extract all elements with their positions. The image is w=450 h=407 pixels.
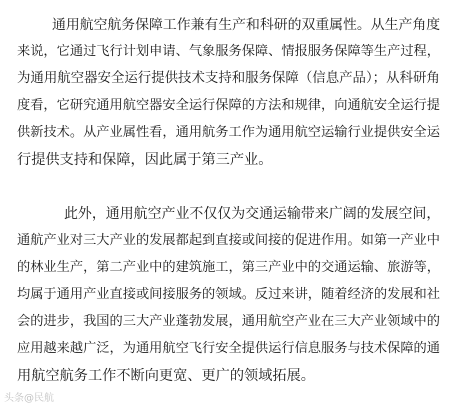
text-line: 此外，通用航空产业不仅仅为交通运输带来广阔的发展空间， bbox=[64, 206, 441, 222]
text-line: 用航空航务工作不断向更宽、更广的领域拓展。 bbox=[17, 368, 315, 384]
text-line: 应用越来越广泛，为通用航空飞行安全提供运行信息服务与技术保障的通 bbox=[17, 341, 440, 356]
watermark: 头条@民航 bbox=[4, 393, 54, 404]
text-line: 行提供支持和保障，因此属于第三产业。 bbox=[17, 152, 273, 168]
text-line: 供新技术。从产业属性看，通用航务工作为通用航空运输行业提供安全运 bbox=[17, 125, 440, 140]
text-line: 通用航空航务保障工作兼有生产和科研的双重属性。从生产角度 bbox=[52, 17, 441, 33]
text-line: 会的进步，我国的三大产业蓬勃发展，通用航空产业在三大产业领域中的 bbox=[17, 314, 440, 329]
text-line: 为通用航空器安全运行提供技术支持和服务保障（信息产品）；从科研角 bbox=[17, 71, 440, 86]
text-line: 来说，它通过飞行计划申请、气象服务保障、情报服务保障等生产过程， bbox=[17, 44, 440, 59]
text-line: 通航产业对三大产业的发展都起到直接或间接的促进作用。如第一产业中 bbox=[17, 233, 440, 248]
text-line: 的林业生产，第二产业中的建筑施工，第三产业中的交通运输、旅游等， bbox=[17, 260, 440, 275]
text-line: 度看，它研究通用航空器安全运行保障的方法和规律，向通航安全运行提 bbox=[17, 98, 440, 113]
text-line: 均属于通用产业直接或间接服务的领域。反过来讲，随着经济的发展和社 bbox=[17, 287, 440, 302]
